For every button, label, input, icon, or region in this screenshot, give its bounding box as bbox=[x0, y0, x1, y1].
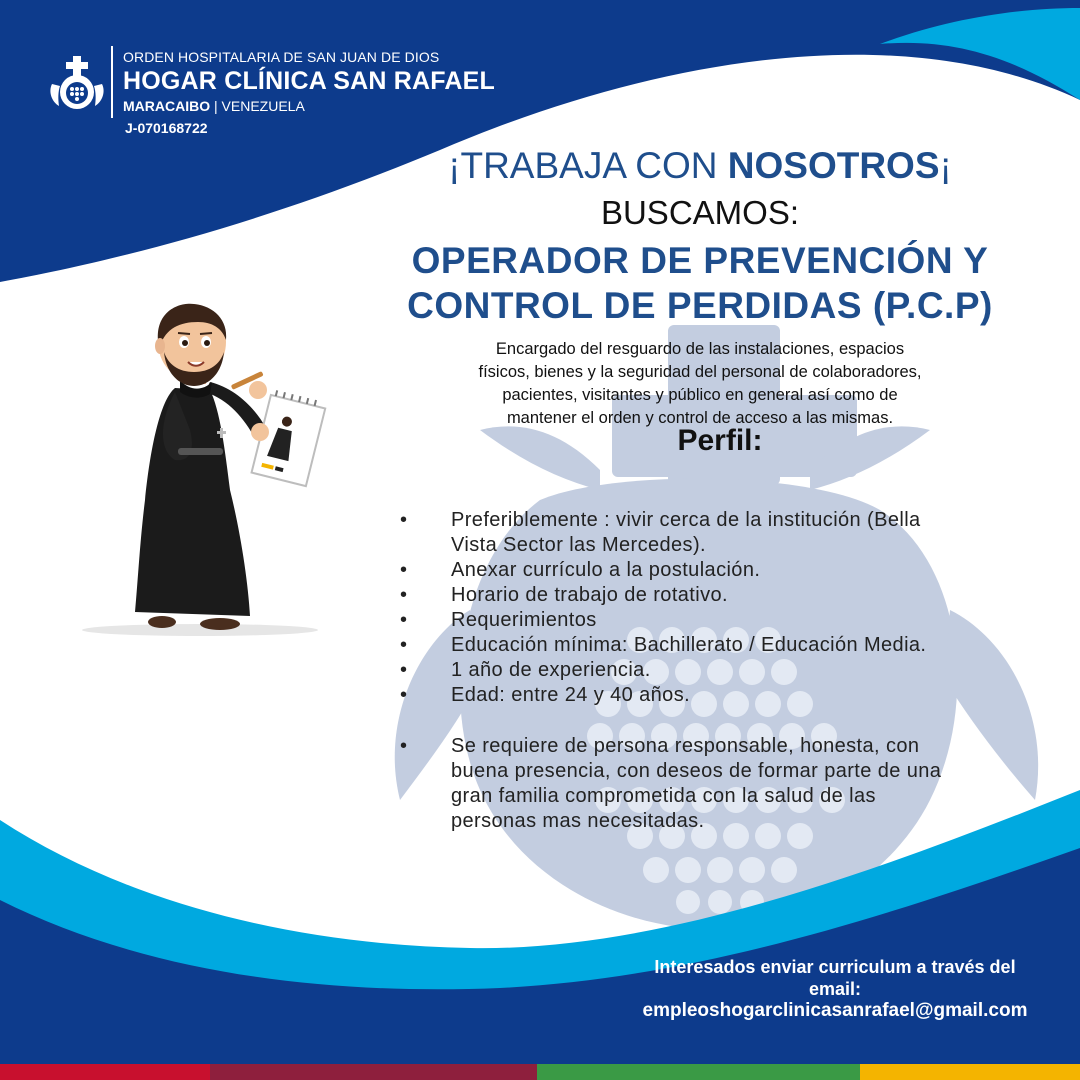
logo-divider bbox=[111, 46, 113, 118]
requirement-item bbox=[400, 508, 1040, 558]
requirement-item bbox=[400, 608, 1040, 633]
requirement-item bbox=[400, 658, 1040, 683]
requirements-list bbox=[400, 508, 1040, 834]
requirement-item bbox=[400, 633, 1040, 658]
requirement-line: 1 año de experiencia. bbox=[451, 659, 651, 681]
requirement-line: gran familia comprometida con la salud de las bbox=[451, 785, 876, 807]
contact-block bbox=[600, 956, 1070, 1022]
position-line-1: OPERADOR DE PREVENCIÓN Y bbox=[411, 240, 989, 281]
bullet: • bbox=[400, 634, 408, 656]
requirement-line: Horario de trabajo de rotativo. bbox=[451, 584, 728, 606]
org-separator: | bbox=[214, 98, 218, 114]
bullet: • bbox=[400, 684, 408, 706]
requirement-line: Educación mínima: Bachillerato / Educación Media. bbox=[451, 634, 927, 656]
requirement-line: buena presencia, con deseos de formar parte de una bbox=[451, 760, 942, 782]
bullet: • bbox=[400, 559, 408, 581]
headline-suffix: ¡ bbox=[939, 145, 952, 186]
org-rif: J-070168722 bbox=[125, 120, 208, 136]
contact-line-1: Interesados enviar curriculum a través del bbox=[654, 957, 1016, 977]
requirement-item bbox=[400, 558, 1040, 583]
headline bbox=[400, 145, 1000, 187]
requirement-line: Requerimientos bbox=[451, 609, 597, 631]
buscamos-label: BUSCAMOS: bbox=[600, 194, 800, 231]
job-description bbox=[430, 338, 970, 430]
bullet: • bbox=[400, 584, 408, 606]
requirement-item bbox=[400, 683, 1040, 708]
contact-email-link[interactable]: empleoshogarclinicasanrafael@gmail.com bbox=[642, 1000, 1028, 1021]
bullet: • bbox=[400, 659, 408, 681]
org-country: VENEZUELA bbox=[221, 98, 305, 114]
perfil-title: Perfil: bbox=[677, 424, 763, 457]
requirement-item bbox=[400, 734, 1040, 834]
bullet: • bbox=[400, 509, 408, 531]
requirement-line: personas mas necesitadas. bbox=[451, 810, 705, 832]
requirement-line: Anexar currículo a la postulación. bbox=[451, 559, 761, 581]
description-line-2: físicos, bienes y la seguridad del personal de colaboradores, bbox=[478, 363, 922, 381]
position-title bbox=[380, 238, 1020, 328]
description-line-4: mantener el orden y control de acceso a las mismas. bbox=[506, 409, 894, 427]
contact-line-2: email: bbox=[808, 979, 862, 999]
headline-bold: NOSOTROS bbox=[727, 145, 940, 186]
description-line-1: Encargado del resguardo de las instalaciones, espacios bbox=[495, 340, 905, 358]
org-city: MARACAIBO bbox=[123, 98, 211, 114]
requirement-line: Se requiere de persona responsable, honesta, con bbox=[451, 735, 920, 757]
org-name: HOGAR CLÍNICA SAN RAFAEL bbox=[123, 67, 495, 95]
position-line-2: CONTROL DE PERDIDAS (P.C.P) bbox=[407, 285, 993, 326]
requirement-line: Edad: entre 24 y 40 años. bbox=[451, 684, 691, 706]
org-location bbox=[123, 98, 305, 114]
requirement-line: Vista Sector las Mercedes). bbox=[451, 534, 706, 556]
monk-with-notepad-illustration bbox=[80, 300, 330, 640]
requirement-line: Preferiblemente : vivir cerca de la institución (Bella bbox=[451, 509, 921, 531]
bullet: • bbox=[400, 609, 408, 631]
headline-prefix: ¡TRABAJA CON bbox=[448, 145, 728, 186]
bullet: • bbox=[400, 735, 408, 757]
cross-pomegranate-logo-icon bbox=[46, 54, 108, 114]
org-order: ORDEN HOSPITALARIA DE SAN JUAN DE DIOS bbox=[123, 49, 440, 65]
description-line-3: pacientes, visitantes y público en general así como de bbox=[502, 386, 898, 404]
requirement-item bbox=[400, 583, 1040, 608]
